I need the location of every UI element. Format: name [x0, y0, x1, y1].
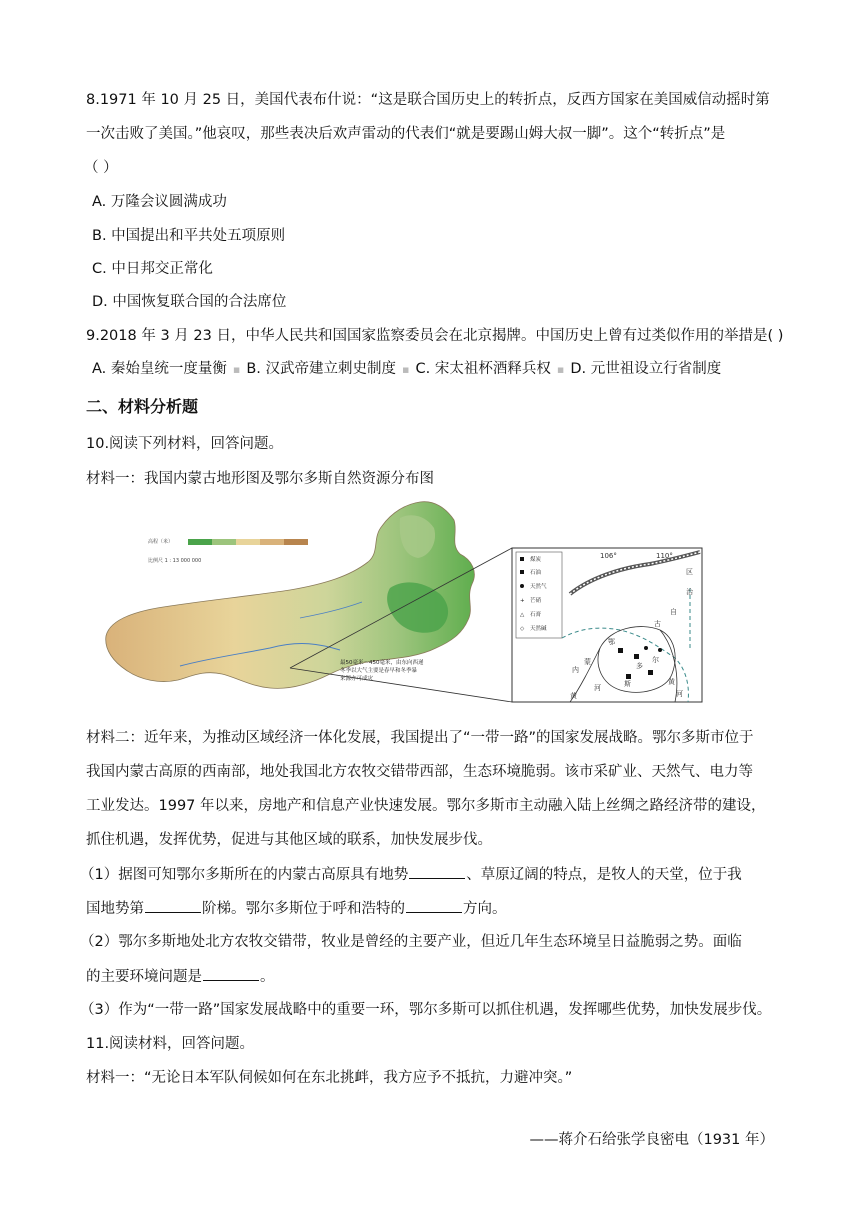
answer-blank[interactable] [203, 966, 259, 981]
inset-label: 河 [594, 684, 601, 692]
inset-legend-soda: 天然碱 [530, 626, 547, 632]
inset-legend-gypsum: 石膏 [530, 612, 542, 618]
inset-label: 斯 [624, 680, 631, 688]
legend-scale: 比例尺 1 : 13 000 000 [148, 558, 202, 564]
q10-material2-line2: 我国内蒙古高原的西南部，地处我国北方农牧交错带西部，生态环境脆弱。该市采矿业、天然气、电力等 [86, 764, 753, 780]
q9-option-a: A. 秦始皇统一度量衡 [92, 361, 227, 377]
q10-sub1-line1: （1）据图可知鄂尔多斯所在的内蒙古高原具有地势 、草原辽阔的特点，是牧人的天堂，位于我 [80, 864, 742, 885]
map-svg [100, 498, 706, 704]
q8-stem-line1: 8.1971 年 10 月 25 日，美国代表布什说：“这是联合国历史上的转折点，反西方国家在美国威信动摇时第 [86, 92, 770, 108]
inset-label: 古 [654, 620, 661, 628]
q10-material2-line1: 材料二：近年来，为推动区域经济一体化发展，我国提出了“一带一路”的国家发展战略。鄂尔多斯市位于 [86, 730, 754, 746]
inset-legend-oil: 石油 [530, 570, 542, 576]
inset-label: 黄 [668, 678, 675, 686]
answer-blank[interactable] [406, 898, 462, 913]
inset-label: 自 [670, 608, 677, 616]
q11-source: ——蒋介石给张学良密电（1931 年） [529, 1132, 774, 1148]
svg-text:◇: ◇ [520, 626, 525, 632]
inset-legend-gas: 天然气 [530, 584, 547, 590]
answer-blank[interactable] [409, 864, 465, 879]
q8-option-b: B. 中国提出和平共处五项原则 [92, 228, 286, 244]
inset-label: 治 [686, 588, 693, 596]
inner-mongolia-map-figure [100, 498, 706, 704]
q11-stem: 11.阅读材料，回答问题。 [86, 1036, 255, 1052]
inset-label: 内 [572, 666, 579, 674]
q11-material1: 材料一：“无论日本军队伺候如何在东北挑衅，我方应予不抵抗，力避冲突。” [86, 1070, 573, 1086]
q10-sub3: （3）作为“一带一路”国家发展战略中的重要一环，鄂尔多斯可以抓住机遇，发挥哪些优势，加快发展步伐。 [80, 1002, 772, 1018]
q9-options-row: A. 秦始皇统一度量衡 ▪ B. 汉武帝建立刺史制度 ▪ C. 宋太祖杯酒释兵权 ▪ D. 元世祖设立行省制度 [92, 361, 722, 377]
inset-legend-coal: 煤炭 [530, 557, 542, 563]
inset-label: 区 [686, 568, 693, 576]
map-note-line1: 最50毫米～450毫米，由东向西递 [340, 660, 424, 666]
q10-sub1-line2: 国地势第 阶梯。鄂尔多斯位于呼和浩特的 方向。 [86, 898, 507, 919]
inset-label: 河 [676, 690, 683, 698]
q10-material2-line3: 工业发达。1997 年以来，房地产和信息产业快速发展。鄂尔多斯市主动融入陆上丝绸之路经济带的建设， [86, 798, 766, 814]
map-note-line2: 冬季以大气主要是春早和冬季暴 [340, 668, 418, 674]
svg-text:△: △ [520, 612, 525, 618]
inset-label: 黄 [570, 692, 577, 700]
svg-text:+: + [520, 598, 525, 604]
q8-option-d: D. 中国恢复联合国的合法席位 [92, 294, 287, 310]
inset-label-110: 110° [656, 552, 673, 560]
q8-option-c: C. 中日邦交正常化 [92, 261, 213, 277]
section-heading: 二、材料分析题 [86, 397, 199, 416]
q10-sub2-line2: 的主要环境问题是 。 [86, 966, 275, 987]
q10-material1: 材料一：我国内蒙古地形图及鄂尔多斯自然资源分布图 [86, 471, 434, 487]
inset-label: 多 [636, 662, 643, 670]
q8-option-a: A. 万隆会议圆满成功 [92, 194, 227, 210]
inset-legend-mirabilite: 芒硝 [530, 598, 542, 604]
inset-label: 尔 [652, 656, 659, 664]
inset-label: 鄂 [608, 638, 615, 646]
q9-option-c: C. 宋太祖杯酒释兵权 [415, 361, 551, 377]
q9-stem: 9.2018 年 3 月 23 日，中华人民共和国国家监察委员会在北京揭牌。中国历史上曾有过类似作用的举措是( ) [86, 328, 784, 344]
q10-material2-line4: 抓住机遇，发挥优势，促进与其他区域的联系，加快发展步伐。 [86, 832, 492, 848]
elevation-legend [148, 538, 308, 564]
q10-sub2-line1: （2）鄂尔多斯地处北方农牧交错带，牧业是曾经的主要产业，但近几年生态环境呈日益脆弱之势。面临 [80, 934, 742, 950]
ordos-inset-map [512, 548, 702, 702]
answer-blank[interactable] [145, 898, 201, 913]
inset-label: 蒙 [584, 658, 591, 666]
q9-option-d: D. 元世祖设立行省制度 [570, 361, 722, 377]
q10-stem: 10.阅读下列材料，回答问题。 [86, 436, 284, 452]
inset-label-106: 106° [600, 552, 617, 560]
q8-answer-paren: （ ） [84, 160, 118, 176]
q9-option-b: B. 汉武帝建立刺史制度 [246, 361, 397, 377]
legend-title: 高程（米） [148, 539, 174, 545]
map-note-line3: 来源亦可成灾 [340, 676, 374, 682]
q8-stem-line2: 一次击败了美国。”他哀叹，那些表决后欢声雷动的代表们“就是要踢山姆大叔一脚”。这个“转折点”是 [86, 126, 726, 142]
